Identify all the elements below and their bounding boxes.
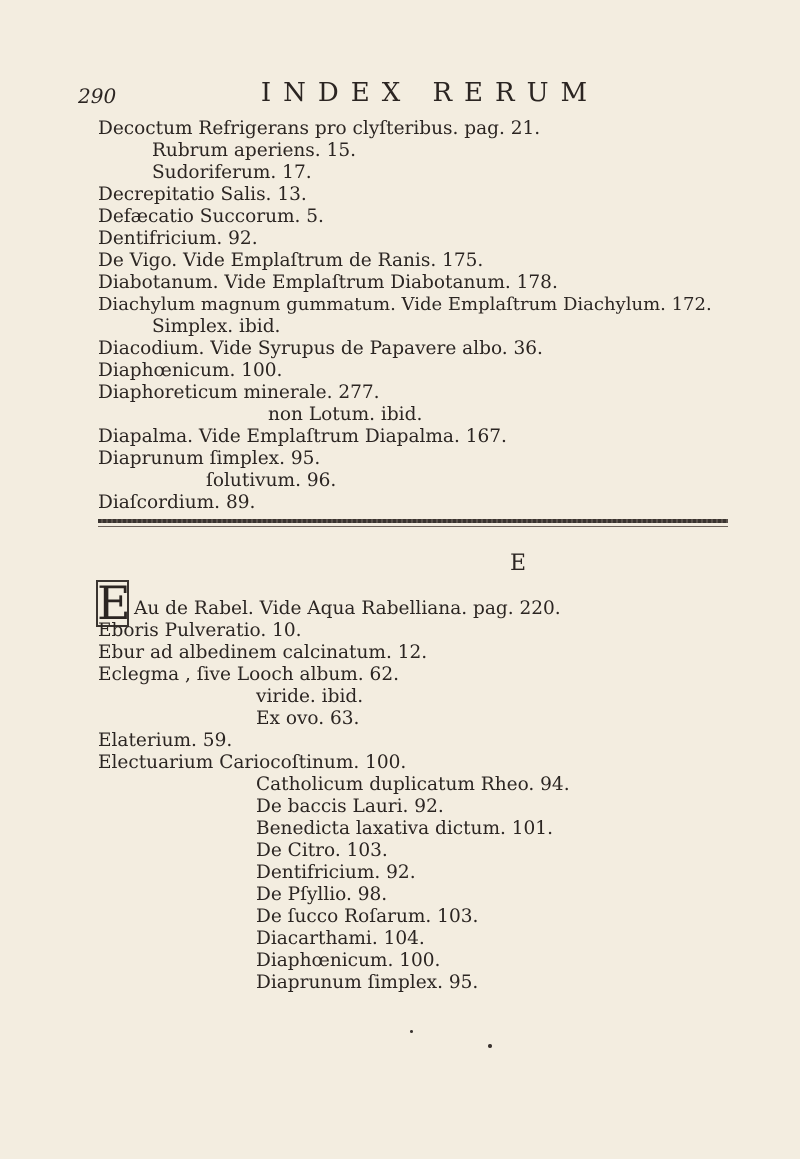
index-entry: Decrepitatio Salis. 13. bbox=[98, 184, 307, 205]
index-entry: Diaprunum ſimplex. 95. bbox=[98, 448, 321, 469]
index-subentry: Benedicta laxativa dictum. 101. bbox=[256, 818, 553, 839]
index-subentry: De ſucco Roſarum. 103. bbox=[256, 906, 479, 927]
ornamental-rule bbox=[98, 519, 728, 523]
index-entry: Ebur ad albedinem calcinatum. 12. bbox=[98, 642, 428, 663]
index-entry: Au de Rabel. Vide Aqua Rabelliana. pag. 220. bbox=[134, 598, 561, 619]
ink-speck bbox=[410, 1030, 413, 1033]
index-subentry: viride. ibid. bbox=[256, 686, 364, 707]
index-subentry: De Citro. 103. bbox=[256, 840, 388, 861]
index-subentry: De baccis Lauri. 92. bbox=[256, 796, 444, 817]
rule-underline bbox=[98, 526, 728, 527]
index-subentry: Diacarthami. 104. bbox=[256, 928, 425, 949]
index-entry: De Vigo. Vide Emplaſtrum de Ranis. 175. bbox=[98, 250, 484, 271]
ink-speck bbox=[488, 1044, 492, 1048]
index-entry: Diaſcordium. 89. bbox=[98, 492, 256, 513]
index-entry: Defæcatio Succorum. 5. bbox=[98, 206, 324, 227]
section-letter: E bbox=[510, 551, 527, 576]
index-subentry: Diaprunum ſimplex. 95. bbox=[256, 972, 479, 993]
index-entry: Diabotanum. Vide Emplaſtrum Diabotanum. 178. bbox=[98, 272, 558, 293]
running-head: INDEX RERUM bbox=[260, 78, 600, 108]
index-entry: Eclegma , ſive Looch album. 62. bbox=[98, 664, 399, 685]
index-subentry: Sudoriferum. 17. bbox=[152, 162, 312, 183]
index-entry: Diapalma. Vide Emplaſtrum Diapalma. 167. bbox=[98, 426, 507, 447]
index-entry: Decoctum Refrigerans pro clyſteribus. pag. 21. bbox=[98, 118, 541, 139]
index-subentry: De Pſyllio. 98. bbox=[256, 884, 388, 905]
index-subentry: Rubrum aperiens. 15. bbox=[152, 140, 356, 161]
index-subentry: ſolutivum. 96. bbox=[206, 470, 337, 491]
index-entry: Dentifricium. 92. bbox=[98, 228, 258, 249]
index-entry: Diachylum magnum gummatum. Vide Emplaſtrum Diachylum. 172. bbox=[98, 294, 712, 315]
dropcap-letter: E bbox=[97, 576, 131, 630]
index-entry: Diaphoreticum minerale. 277. bbox=[98, 382, 380, 403]
index-subentry: Catholicum duplicatum Rheo. 94. bbox=[256, 774, 570, 795]
index-subentry: Simplex. ibid. bbox=[152, 316, 281, 337]
index-entry: Diacodium. Vide Syrupus de Papavere albo. 36. bbox=[98, 338, 543, 359]
index-entry: Diaphœnicum. 100. bbox=[98, 360, 283, 381]
index-entry: Eboris Pulveratio. 10. bbox=[98, 620, 302, 641]
index-subentry: Diaphœnicum. 100. bbox=[256, 950, 441, 971]
index-subentry: non Lotum. ibid. bbox=[268, 404, 423, 425]
page-number: 290 bbox=[78, 84, 117, 108]
index-subentry: Dentifricium. 92. bbox=[256, 862, 416, 883]
index-subentry: Ex ovo. 63. bbox=[256, 708, 360, 729]
index-entry: Elaterium. 59. bbox=[98, 730, 233, 751]
index-entry: Electuarium Cariocoſtinum. 100. bbox=[98, 752, 407, 773]
